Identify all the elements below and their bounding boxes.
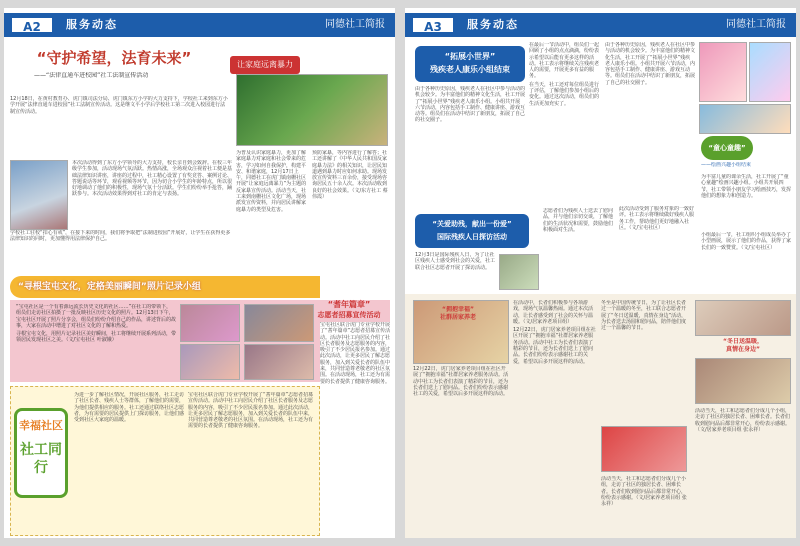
banner-elderly-group-line1: “拓展小世界”	[444, 52, 496, 61]
article-volunteer: 宝屯社区联合虎门专业学校开展了“耆年篇章”志愿者招募宣传活动。活动中社工向居民介绍了社区长者服务及志愿服务的内容，吸引了不少居民报名参加。通过此次活动，让更多居民了解志愿服务，加入到关爱长者的队伍中来，共同营造尊老敬老的社区氛围。在活动现场，社工还为有需要的长者提供了健康咨询服务。	[320, 322, 392, 536]
article-happy-group-2: 在活动中，长者们积极参与各项游戏，现场气氛温馨热闹。通过本次活动，让长者感受到了社会的关怀与温暖。（文/居家养老项目组） 12月22日，虎门居家养老项目组在社区开展了“拥抱幸福”社群居家养老服务活动。活动中社工为长者们表演了精彩的节目，还为长者们送上了慰问品。长者们纷纷表示感谢社工的关爱，希望以后多开展这样的活动。	[513, 300, 596, 365]
page-number: A3	[411, 16, 455, 34]
column-title: 服务动态	[66, 18, 118, 31]
photo-winter-care-1	[601, 426, 687, 472]
article-elderly-group-3: 由于各种历史原因，残疾老人在社区中参与活动的机会较少。为丰富他们的精神文化生活，社工开展了“拓展小世界”残疾老人康乐小组。小组共开展六节活动，内容包括手工制作、健康讲座、游戏互动等。组员们在活动中结识了新朋友，拓展了自己的社交圈子。	[605, 42, 695, 86]
community-badge	[14, 408, 68, 498]
article-family-violence: 为普及认识家庭暴力，更加了解家庭暴力对家庭和社会带来的危害，学习如何自我保护，构建平安、和谐家庭，12月17日上午，同德社工在虎门镇南栅社区开展“让家庭远离暴力”为主题的反家暴宣传活动。活动当天，社工来到南栅社区文化广场，现场派发宣传资料，并向居民讲解家庭暴力的类型及危害。	[236, 150, 307, 213]
newsletter-title: 同德社工简报	[726, 19, 786, 30]
photo-domestic-violence	[236, 74, 388, 146]
tag-drawing-group-sub: ——绘画兴趣小组结束	[701, 162, 752, 168]
article-disability-day: 12月3日是国际残疾人日，为了让社区残疾人士感受到社会的关爱，社工联合社区志愿者开展了探访活动。	[415, 252, 495, 271]
article-happy-group: 12月22日，虎门居家养老项目组在社区开展了“拥抱幸福”社群居家养老服务活动。活动中社工为长者们表演了精彩的节目，还为长者们送上了慰问品。长者们纷纷表示感谢社工的关爱，希望以后多开展这样的活动。	[413, 366, 509, 398]
banner-photo-group: “寻根宝屯文化，定格美丽瞬间”照片记录小组	[10, 276, 320, 298]
article-winter-care: 冬至是中国传统节日，为了让社区长者过一个温暖的冬至，社工联合志愿者开展了“冬日送温暖，真情在身边”活动，为长者送去汤圆和慰问品，陪伴他们度过一个温馨的节日。	[601, 300, 687, 332]
community-badge-line2: 社工同行	[20, 442, 62, 476]
photo-kids-3	[699, 104, 791, 134]
photo-group-4	[244, 344, 314, 380]
article-winter-care-3: 活动当天，社工和志愿者们分成几个小组，走访了社区的独居长者、困难长者。长者们收到慰问品后都非常开心，纷纷表示感谢。（文/居家养老项目组 张永祥）	[695, 408, 791, 433]
topic-badge: 让家庭远离暴力	[230, 56, 300, 74]
article-photo-group: “宝屯社区是一个有着源远流长历史文化的社区……”在社工的带领下，组员们走访社区拍摄了一批反映社区历史文化的照片。12月13日下午，宝屯社区开展了照片分享会，组员们纷纷介绍自己的作品，讲述背后的故事，大家在活动中增进了对社区文化的了解和热爱。 寻根宝屯文化，用照片记录社区美好瞬间，社工将继续开展系列活动，带领居民发现社区之美。（文/宝屯社区 叶淑娥）	[16, 304, 176, 344]
volunteer-subtitle: 志愿者招募宣传活动	[317, 311, 381, 319]
banner-elderly-group-line2: 残疾老人康乐小组结束	[430, 65, 510, 74]
article-disability-day-3: 此次活动受到了服务对象的一致好评。社工表示将继续做好残疾人服务工作，帮助他们更好地融入社区。（文/宝屯社区）	[619, 206, 695, 231]
right-page	[405, 8, 796, 538]
article-family-violence-2: 预防家暴，等内容进行了解答；社工还讲解了《中华人民共和国反家庭暴力法》的相关知识，让居民知道遇到暴力时应如何求助。现场发放宣传资料三百余份，接受现场咨询居民五十余人次。本次活动收到良好的社会效果。（文/东方社工 蔡伟霞）	[312, 150, 388, 201]
photo-winter-care-2	[695, 300, 791, 336]
banner-elderly-group	[415, 46, 525, 82]
banner-disability-day	[415, 214, 529, 248]
community-badge-line1: 幸福社区	[19, 419, 63, 432]
article-winter-care-2: 活动当天，社工和志愿者们分成几个小组，走访了社区的独居长者、困难长者。长者们收到慰问品后都非常开心，纷纷表示感谢。（文/居家养老项目组 张永祥）	[601, 476, 687, 508]
photo-kids-1	[699, 42, 747, 102]
article-community-visit: 为进一步了解社区情况，开展社区服务，社工走访了社区长者、残疾人士等群体，了解他们的需要，为他们提供相应的服务。社工还通过联络社区志愿者，为有需要的居民提供上门探访服务，让他们感受到社区大家庭的温暖。	[74, 392, 184, 424]
photo-disability-1	[499, 254, 539, 290]
article-law-campus-end: 学校社工驻校“扣心有戒”，在接下来的时间，我们将争取把“法制进校园”开展好，让学生在获得更多法律知识的同时，更加懂得用法律保护自己。	[10, 230, 231, 243]
article-elderly-group: 由于各种历史原因，残疾老人在社区中参与活动的机会较少。为丰富他们的精神文化生活，社工开展了“拓展小世界”残疾老人康乐小组。小组共开展六节活动，内容包括手工制作、健康讲座、游戏互动等。组员们在活动中结识了新朋友，拓展了自己的社交圈子。	[415, 86, 525, 124]
photo-kids-2	[749, 42, 791, 102]
right-header	[405, 13, 796, 37]
photo-group-3	[180, 344, 240, 380]
photo-classroom	[10, 160, 68, 230]
banner-disability-day-line2: 国际残疾人日探访活动	[437, 233, 507, 241]
article-disability-day-2: 志愿者们为残疾人士送去了慰问品，并与他们亲切交谈，了解他们的生活状况和需要，鼓励他们积极面对生活。	[543, 208, 614, 233]
article-law-campus-intro: 12月18日，在黄村教育办、虎门镇司法分局、虎门镇东方小学的大力支持下，学校社工来到东方小学开展“法律直通车进校园”社工法制宣传活动。这是继文平小学后学校社工第二次进入校园进行法制宣传活动。	[10, 96, 228, 115]
left-header	[4, 13, 395, 37]
page-number: A2	[10, 16, 54, 34]
newsletter-title: 同德社工简报	[325, 19, 385, 30]
main-title: “守护希望，法育未来”	[36, 49, 192, 67]
column-title: 服务动态	[467, 18, 519, 31]
article-law-campus-body: 本次活动得到了东方小学领导的大力支持，校长亲自到会致辞。在校三年级学生参加，活动现场气氛活跃。热情高涨，全场观众注视着社工便是基础法律知识讲座，讲座的过程中，社工精心设置了有奖竞答、案例讨论、答题说话等环节，观看视频等环节，因为切合小学生的年龄特点，所以很好地调动了他们的积极性，现场气氛十分活跃。学生们纷纷举手抢答，踊跃参与。本次活动效果得到对社工的肯定与表扬。	[72, 160, 232, 198]
left-page	[4, 8, 395, 538]
caption-winter-care: “冬日送温暖， 真情在身边”	[723, 338, 763, 353]
article-community-visit-2: 宝屯社区联合虎门专业学校开展了“耆年篇章”志愿者招募宣传活动。活动中社工向居民介绍了社区长者服务及志愿服务的内容，吸引了不少居民报名参加。通过此次活动，让更多居民了解志愿服务，加入到关爱长者的队伍中来，共同营造尊老敬老的社区氛围。在活动现场，社工还为有需要的长者提供了健康咨询服务。	[188, 392, 314, 430]
caption-happy-group: “拥抱幸福” 社群居家养老	[439, 306, 476, 321]
banner-disability-day-line1: “关爱助残，献出一份爱”	[432, 220, 512, 228]
article-drawing-group: 为丰富儿童的课余生活，社工开展了“童心童趣”绘画兴趣小组。小组共开展四节，社工带领小朋友学习绘画技巧，发挥他们的想象力和创造力。	[701, 174, 791, 199]
article-elderly-group-2: 在最后一节活动中，组员们一起回顾了小组的点点滴滴，纷纷表示希望以后能有更多这样的活动。社工表示将继续关注残疾老人的需要，开展更多有益的服务。 在当天，社工还对每位组员进行了评估，了解他们参加小组后的变化。通过这次活动，组员们的生活更加充实了。	[529, 42, 600, 107]
volunteer-title: “耆年篇章”	[327, 300, 371, 309]
photo-winter-care-3	[695, 358, 791, 404]
main-subtitle: ——“法律直通车进校园”社工法制宣传活动	[34, 72, 149, 79]
article-drawing-group-2: 小组最后一节，社工组织小组成员举办了小型画展，展示了他们的作品，获得了家长们的一致赞赏。（文/宝屯社区）	[701, 232, 791, 251]
photo-group-1	[180, 304, 240, 342]
tag-drawing-group: “童心童趣”	[701, 136, 753, 160]
